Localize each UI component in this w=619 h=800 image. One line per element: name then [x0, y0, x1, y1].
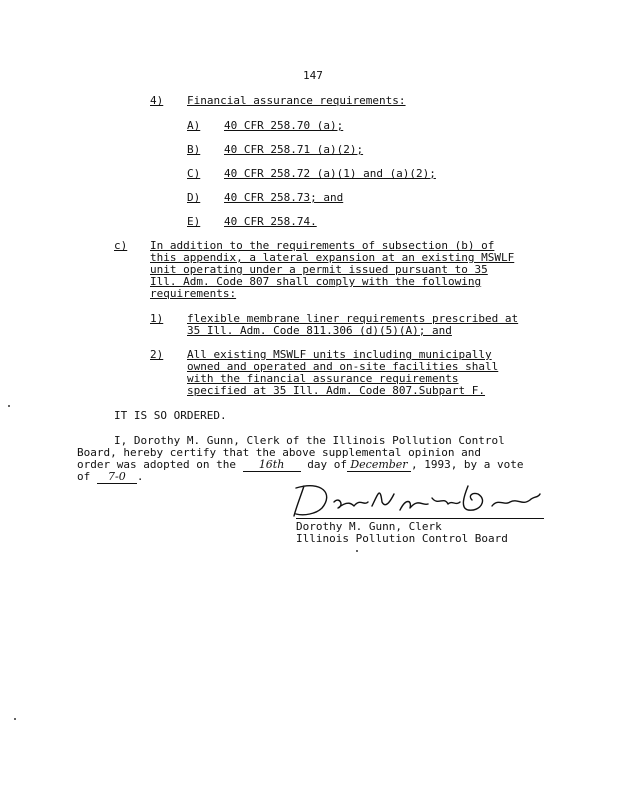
- scan-speck: [356, 550, 358, 552]
- signatory-organization: Illinois Pollution Control Board: [296, 532, 508, 545]
- certification-line-3-mid: day of: [307, 458, 347, 471]
- adoption-day-handwritten: 16th: [258, 458, 285, 471]
- section-c-item1-line-1: flexible membrane liner requirements prescribed at: [187, 312, 519, 325]
- subitem-a-label: A): [187, 119, 201, 132]
- section-c-item2-line-4: specified at 35 Ill. Adm. Code 807.Subpart F.: [187, 384, 486, 397]
- subitem-d-text: 40 CFR 258.73; and: [224, 191, 344, 204]
- section-c-line-1: In addition to the requirements of subsection (b) of: [150, 239, 495, 252]
- signature-line: [296, 518, 544, 519]
- certification-line-3-post: , 1993, by a vote: [410, 458, 524, 471]
- certification-line-3-pre: order was adopted on the: [77, 458, 236, 471]
- section-c-line-4: Ill. Adm. Code 807 shall comply with the following: [150, 275, 482, 288]
- section-c-item2-line-3: with the financial assurance requirements: [187, 372, 459, 385]
- item4-number: 4): [150, 94, 164, 107]
- certification-line-4-pre: of: [77, 470, 91, 483]
- subitem-a-text: 40 CFR 258.70 (a);: [224, 119, 344, 132]
- subitem-c-label: C): [187, 167, 201, 180]
- subitem-d-label: D): [187, 191, 201, 204]
- signatory-name: Dorothy M. Gunn, Clerk: [296, 520, 442, 533]
- certification-line-2: Board, hereby certify that the above supplemental opinion and: [77, 446, 481, 459]
- adoption-day-blank: [243, 459, 301, 472]
- scan-speck: [14, 718, 16, 720]
- certification-line-4-post: .: [136, 470, 144, 483]
- certification-line-3: [77, 459, 524, 472]
- section-c-line-2: this appendix, a lateral expansion at an existing MSWLF: [150, 251, 515, 264]
- section-c-item1-number: 1): [150, 312, 164, 325]
- certification-line-4: [77, 471, 144, 484]
- subitem-b-text: 40 CFR 258.71 (a)(2);: [224, 143, 364, 156]
- section-c-line-3: unit operating under a permit issued pursuant to 35: [150, 263, 488, 276]
- vote-blank: [97, 471, 137, 484]
- section-c-item2-line-2: owned and operated and on-site facilities shall: [187, 360, 499, 373]
- scan-speck: [8, 405, 10, 407]
- adoption-month-handwritten: December: [350, 458, 408, 471]
- certification-line-1: I, Dorothy M. Gunn, Clerk of the Illinois Pollution Control: [114, 434, 505, 447]
- item4-title: Financial assurance requirements:: [187, 94, 406, 107]
- adoption-month-blank: [347, 459, 411, 472]
- page-number: 147: [303, 69, 323, 82]
- subitem-e-label: E): [187, 215, 201, 228]
- section-c-item1-line-2: 35 Ill. Adm. Code 811.306 (d)(5)(A); and: [187, 324, 452, 337]
- so-ordered: IT IS SO ORDERED.: [114, 409, 227, 422]
- subitem-c-text: 40 CFR 258.72 (a)(1) and (a)(2);: [224, 167, 436, 180]
- section-c-item2-number: 2): [150, 348, 164, 361]
- section-c-label: c): [114, 239, 128, 252]
- section-c-item2-line-1: All existing MSWLF units including municipally: [187, 348, 492, 361]
- vote-handwritten: 7-0: [108, 470, 126, 483]
- subitem-b-label: B): [187, 143, 201, 156]
- section-c-line-5: requirements:: [150, 287, 237, 300]
- subitem-e-text: 40 CFR 258.74.: [224, 215, 317, 228]
